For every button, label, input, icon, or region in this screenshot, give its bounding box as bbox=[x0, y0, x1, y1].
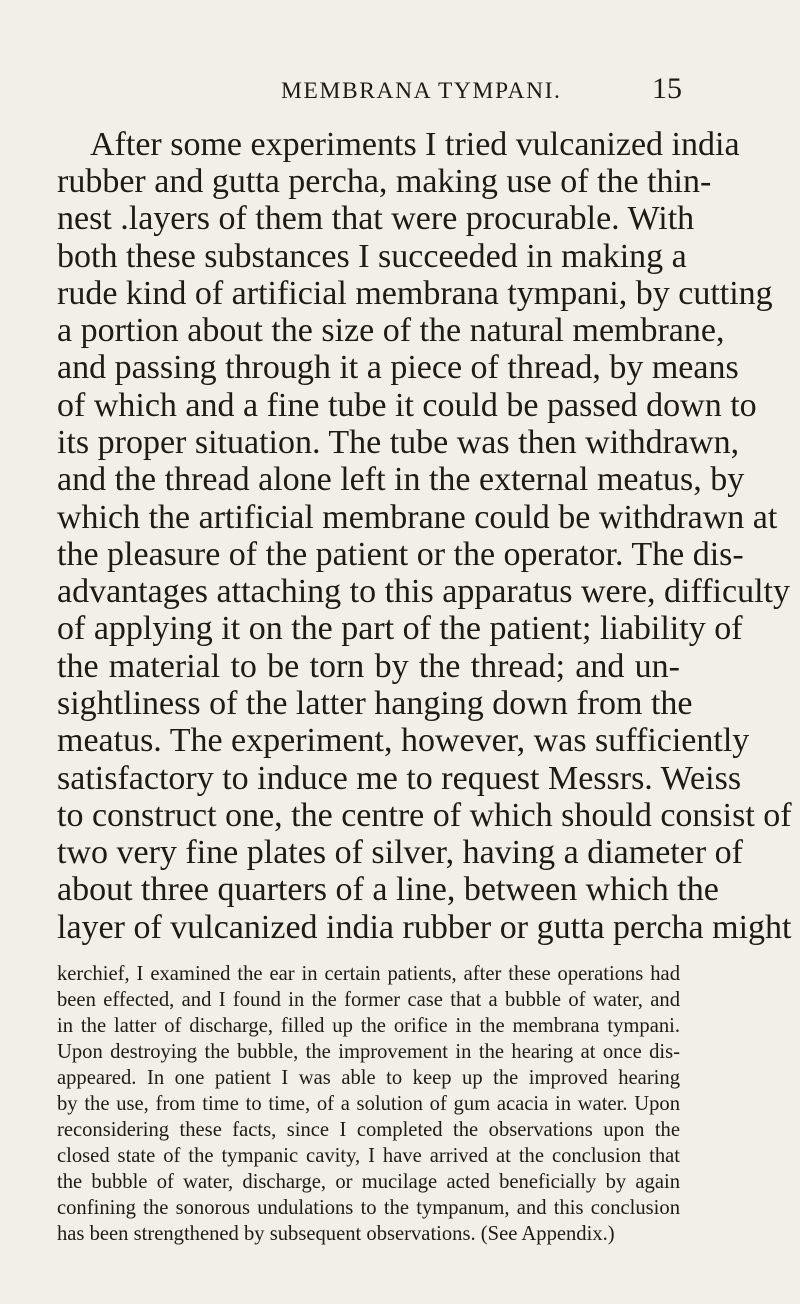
text-line: the material to be torn by the thread; and un- bbox=[57, 648, 680, 685]
text-line: and the thread alone left in the external meatus, by bbox=[57, 461, 745, 498]
text-line: of applying it on the part of the patient; liability of bbox=[57, 610, 743, 647]
footnote-line: has been strengthened by subsequent observations. (See Appendix.) bbox=[57, 1223, 615, 1245]
text-line: layer of vulcanized india rubber or gutta percha might bbox=[57, 909, 792, 946]
text-line: satisfactory to induce me to request Messrs. Weiss bbox=[57, 760, 742, 797]
text-line: rude kind of artificial membrana tympani, by cutting bbox=[57, 275, 773, 312]
footnote-line: been effected, and I found in the former case that a bubble of water, and bbox=[57, 989, 680, 1011]
text-line: nest .layers of them that were procurable. With bbox=[57, 200, 695, 237]
text-line: both these substances I succeeded in making a bbox=[57, 238, 687, 275]
text-line: the pleasure of the patient or the operator. The dis- bbox=[57, 536, 744, 573]
text-line: which the artificial membrane could be withdrawn at bbox=[57, 499, 778, 536]
text-line: a portion about the size of the natural membrane, bbox=[57, 312, 725, 349]
footnote-line: reconsidering these facts, since I completed the observations upon the bbox=[57, 1119, 680, 1141]
text-line: of which and a fine tube it could be passed down to bbox=[57, 387, 757, 424]
text-line: After some experiments I tried vulcanized india bbox=[90, 126, 740, 163]
page-number: 15 bbox=[652, 72, 682, 105]
footnote-line: by the use, from time to time, of a solution of gum acacia in water. Upon bbox=[57, 1093, 680, 1115]
text-line: two very fine plates of silver, having a diameter of bbox=[57, 834, 743, 871]
text-line: rubber and gutta percha, making use of the thin- bbox=[57, 163, 712, 200]
footnote-line: kerchief, I examined the ear in certain patients, after these operations had bbox=[57, 963, 680, 985]
footnote-line: closed state of the tympanic cavity, I have arrived at the conclusion that bbox=[57, 1145, 680, 1167]
footnote-line: the bubble of water, discharge, or mucilage acted beneficially by again bbox=[57, 1171, 680, 1193]
footnote-line: appeared. In one patient I was able to keep up the improved hearing bbox=[57, 1067, 680, 1089]
text-line: and passing through it a piece of thread, by means bbox=[57, 349, 739, 386]
text-line: its proper situation. The tube was then withdrawn, bbox=[57, 424, 740, 461]
text-line: advantages attaching to this apparatus were, difficulty bbox=[57, 573, 790, 610]
page-header bbox=[256, 74, 682, 108]
footnote-line: confining the sonorous undulations to the tympanum, and this conclusion bbox=[57, 1197, 680, 1219]
footnote-line: Upon destroying the bubble, the improvement in the hearing at once dis- bbox=[57, 1041, 680, 1063]
text-line: to construct one, the centre of which should consist of bbox=[57, 797, 792, 834]
text-line: about three quarters of a line, between which the bbox=[57, 871, 719, 908]
footnote-line: in the latter of discharge, filled up the orifice in the membrana tympani. bbox=[57, 1015, 680, 1037]
text-line: sightliness of the latter hanging down from the bbox=[57, 685, 693, 722]
running-head: MEMBRANA TYMPANI. bbox=[281, 78, 562, 104]
text-line: meatus. The experiment, however, was sufficiently bbox=[57, 722, 750, 759]
